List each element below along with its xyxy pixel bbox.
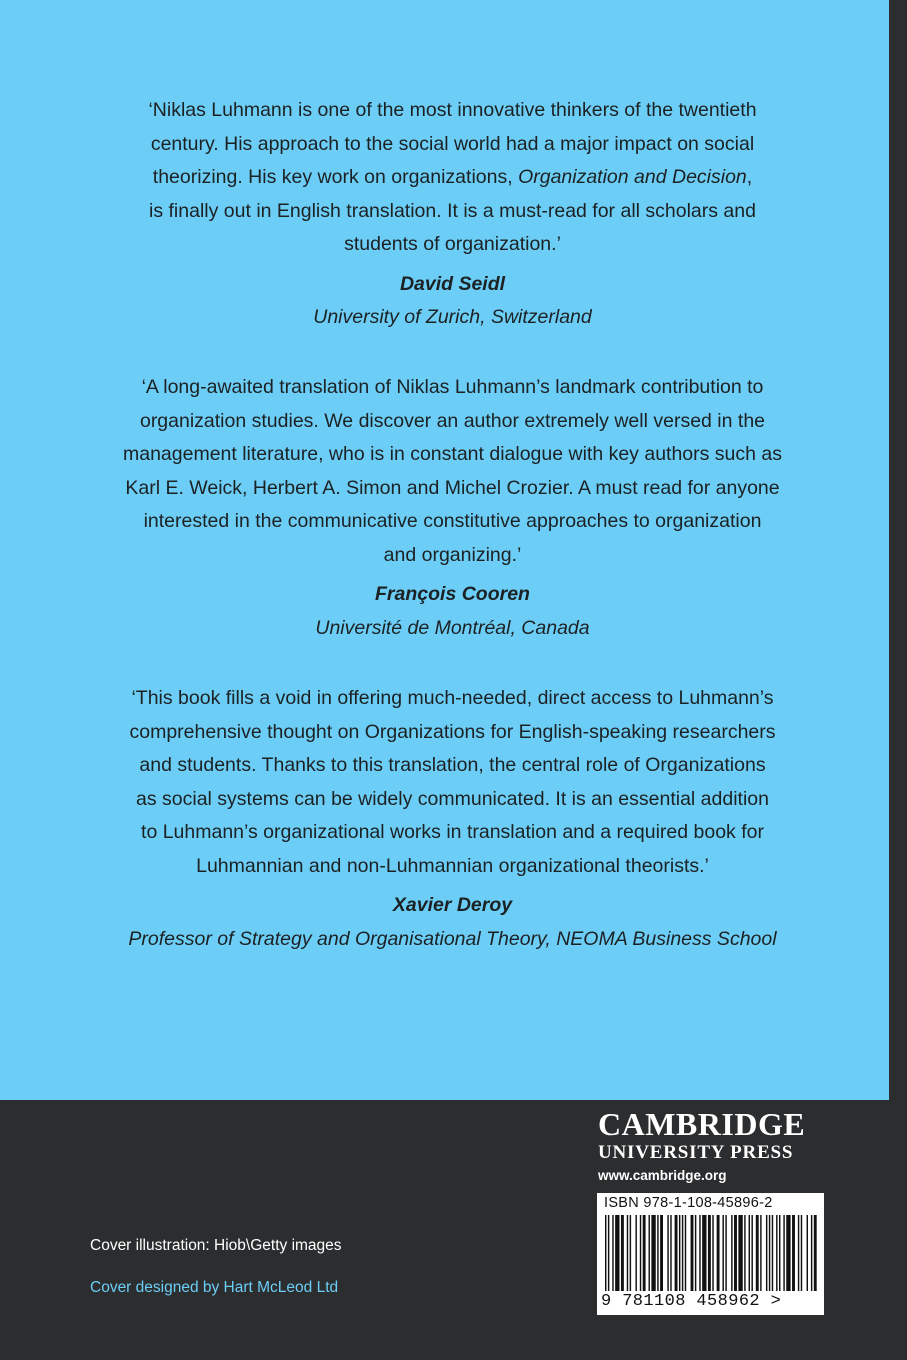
quote-seidl [40, 94, 865, 335]
quote-line: comprehensive thought on Organizations for English-speaking researchers [129, 720, 776, 743]
quote-line: theorizing. His key work on organizations, Organization and Decision, [152, 166, 753, 188]
quote-affiliation: Université de Montréal, Canada [315, 616, 590, 639]
quote-author: David Seidl [399, 272, 506, 295]
quote-line: as social systems can be widely communicated. It is an essential addition [136, 787, 769, 810]
quote-cooren [40, 371, 865, 645]
isbn-barcode [597, 1193, 824, 1315]
quote-line: Karl E. Weick, Herbert A. Simon and Michel Crozier. A must read for anyone [125, 476, 780, 499]
cover-design-credit: Cover designed by Hart McLeod Ltd [90, 1279, 339, 1296]
publisher-logo [598, 1106, 805, 1186]
quote-line: interested in the communicative constitutive approaches to organization [143, 510, 762, 532]
cover-illustration-credit: Cover illustration: Hiob\Getty images [90, 1237, 342, 1254]
quote-deroy [40, 682, 865, 956]
isbn-label: ISBN 978-1-108-45896-2 [604, 1195, 773, 1211]
quote-line: is finally out in English translation. It is a must-read for all scholars and [149, 199, 756, 222]
quote-line: ‘Niklas Luhmann is one of the most innovative thinkers of the twentieth [148, 99, 757, 121]
quote-author: François Cooren [375, 583, 530, 605]
quote-author: Xavier Deroy [392, 894, 513, 916]
barcode-digits: 9 781108 458962 > [601, 1292, 782, 1311]
book-title: Organization and Decision [518, 166, 747, 188]
quote-line: and organizing.’ [383, 543, 522, 566]
barcode-bars [603, 1215, 818, 1293]
quote-line: organization studies. We discover an author extremely well versed in the [139, 409, 766, 432]
quote-line: students of organization.’ [344, 233, 561, 255]
quote-affiliation: University of Zurich, Switzerland [313, 306, 592, 328]
quote-line: Luhmannian and non-Luhmannian organizational theorists.’ [196, 854, 709, 877]
quote-line: ‘This book fills a void in offering much-needed, direct access to Luhmann’s [131, 687, 774, 709]
quote-line: ‘A long-awaited translation of Niklas Luhmann’s landmark contribution to [141, 376, 764, 398]
quote-affiliation: Professor of Strategy and Organisational Theory, NEOMA Business School [128, 927, 777, 950]
quote-line: and students. Thanks to this translation, the central role of Organizations [139, 754, 766, 776]
quote-line: management literature, who is in constant dialogue with key authors such as [122, 443, 783, 465]
publisher-name: CAMBRIDGE [598, 1106, 806, 1142]
quote-line: to Luhmann’s organizational works in translation and a required book for [141, 821, 764, 843]
publisher-subtitle: UNIVERSITY PRESS [598, 1142, 794, 1163]
publisher-url: www.cambridge.org [598, 1168, 727, 1183]
quote-line: century. His approach to the social world had a major impact on social [150, 132, 755, 155]
